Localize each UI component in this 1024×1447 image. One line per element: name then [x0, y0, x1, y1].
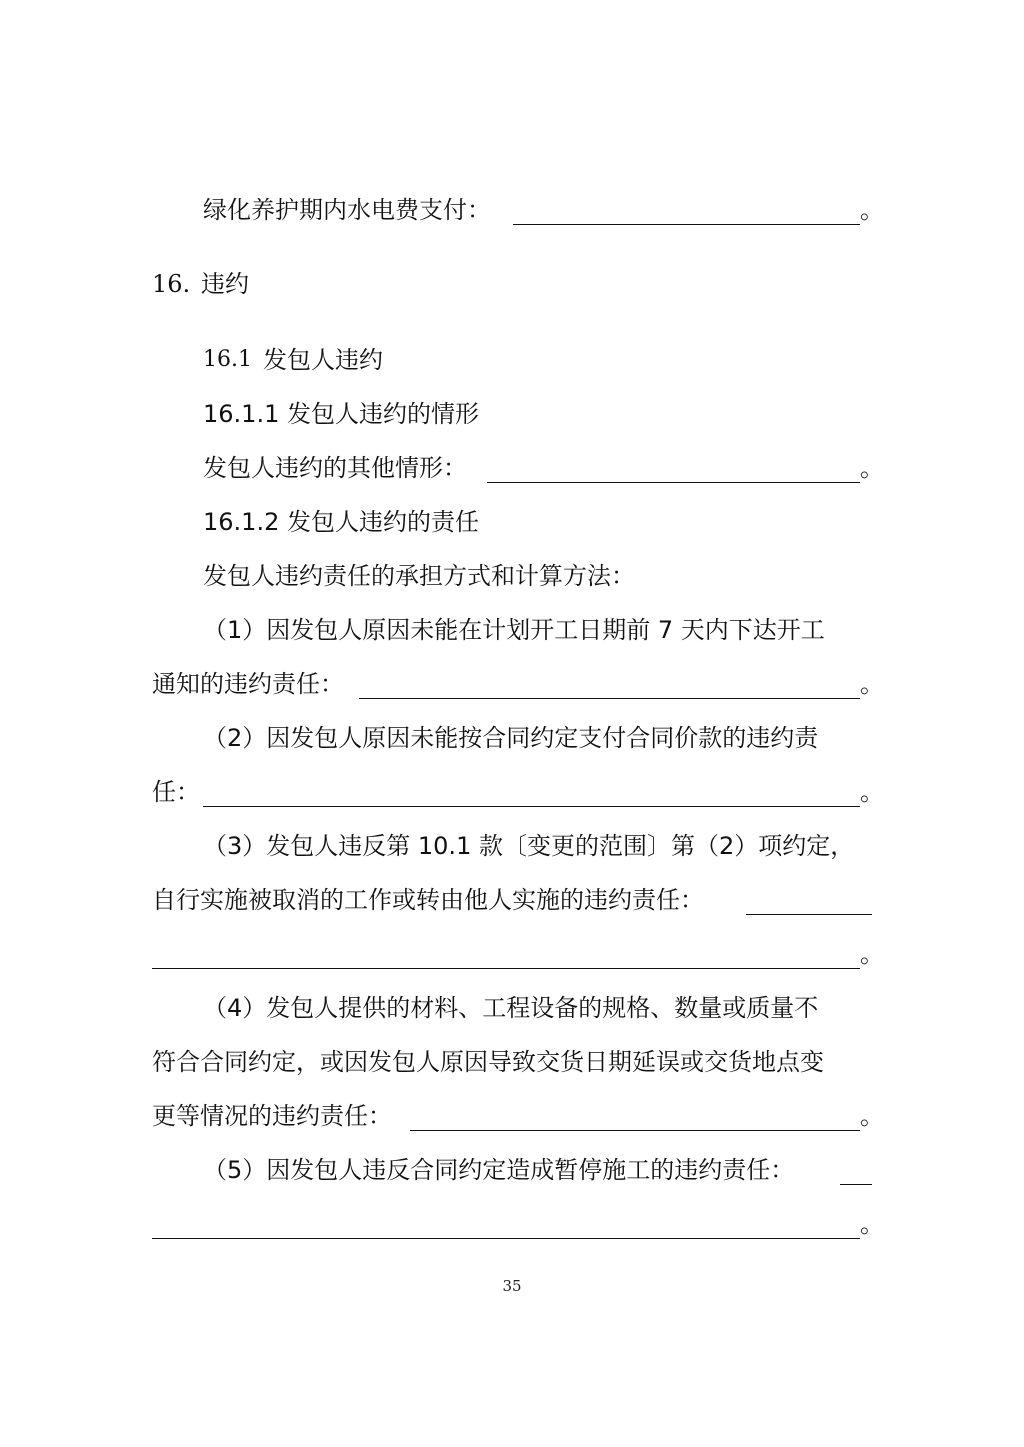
item-3-label: 自行实施被取消的工作或转由他人实施的违约责任： — [152, 886, 704, 914]
item-4-line-b — [0, 1042, 1024, 1082]
item-1-line-a — [0, 610, 1024, 650]
clause-title: 16.1.2 发包人违约的责任 — [203, 508, 479, 536]
other-cases-blank[interactable] — [487, 482, 860, 483]
line-other-cases — [0, 448, 1024, 488]
period: 。 — [860, 1102, 884, 1130]
period: 。 — [860, 1210, 884, 1238]
item-3-blank-start[interactable] — [746, 914, 872, 915]
item-4-label: 更等情况的违约责任： — [152, 1102, 392, 1130]
period: 。 — [860, 778, 884, 806]
clause-heading-16-1-1 — [0, 394, 1024, 434]
item-2-line-a — [0, 718, 1024, 758]
item-5-blank[interactable] — [152, 1238, 860, 1239]
subsection-title: 发包人违约 — [263, 346, 383, 374]
item-4-line-c — [0, 1096, 1024, 1136]
clause-title: 16.1.1 发包人违约的情形 — [203, 400, 479, 428]
period: 。 — [860, 940, 884, 968]
section-title: 违约 — [201, 270, 249, 298]
item-4-text-cont: 符合合同约定，或因发包人原因导致交货日期延误或交货地点变 — [152, 1048, 824, 1076]
item-2-label: 任： — [152, 778, 200, 806]
period: 。 — [860, 196, 884, 224]
item-1-line-b — [0, 664, 1024, 704]
item-3-line-a — [0, 826, 1024, 866]
item-2-blank[interactable] — [203, 806, 860, 807]
item-3-line-c — [0, 934, 1024, 974]
item-4-text: （4）发包人提供的材料、工程设备的规格、数量或质量不 — [203, 994, 819, 1022]
item-3-text: （3）发包人违反第 10.1 款〔变更的范围〕第（2）项约定， — [203, 832, 855, 860]
section-number: 16. — [152, 270, 191, 298]
item-5-label: （5）因发包人违反合同约定造成暂停施工的违约责任： — [203, 1156, 795, 1184]
period: 。 — [860, 670, 884, 698]
greening-fee-label: 绿化养护期内水电费支付： — [203, 196, 491, 224]
greening-fee-blank[interactable] — [513, 224, 860, 225]
item-4-line-a — [0, 988, 1024, 1028]
other-cases-label: 发包人违约的其他情形： — [203, 454, 467, 482]
line-method — [0, 556, 1024, 596]
item-3-line-b — [0, 880, 1024, 920]
item-2-text: （2）因发包人原因未能按合同约定支付合同价款的违约责 — [203, 724, 819, 752]
item-1-label: 通知的违约责任： — [152, 670, 344, 698]
item-1-text: （1）因发包人原因未能在计划开工日期前 7 天内下达开工 — [203, 616, 825, 644]
item-5-line-b — [0, 1204, 1024, 1244]
method-label: 发包人违约责任的承担方式和计算方法： — [203, 562, 635, 590]
clause-heading-16-1-2 — [0, 502, 1024, 542]
section-heading-16 — [0, 264, 1024, 304]
item-5-blank-start[interactable] — [840, 1184, 872, 1185]
period: 。 — [860, 454, 884, 482]
item-4-blank[interactable] — [410, 1130, 860, 1131]
item-2-line-b — [0, 772, 1024, 812]
subsection-number: 16.1 — [203, 347, 252, 372]
item-5-line-a — [0, 1150, 1024, 1190]
item-3-blank[interactable] — [152, 968, 860, 969]
line-greening-fee — [0, 190, 1024, 230]
subsection-heading-16-1 — [0, 340, 1024, 380]
item-1-blank[interactable] — [359, 698, 860, 699]
page-number: 35 — [502, 1277, 522, 1295]
